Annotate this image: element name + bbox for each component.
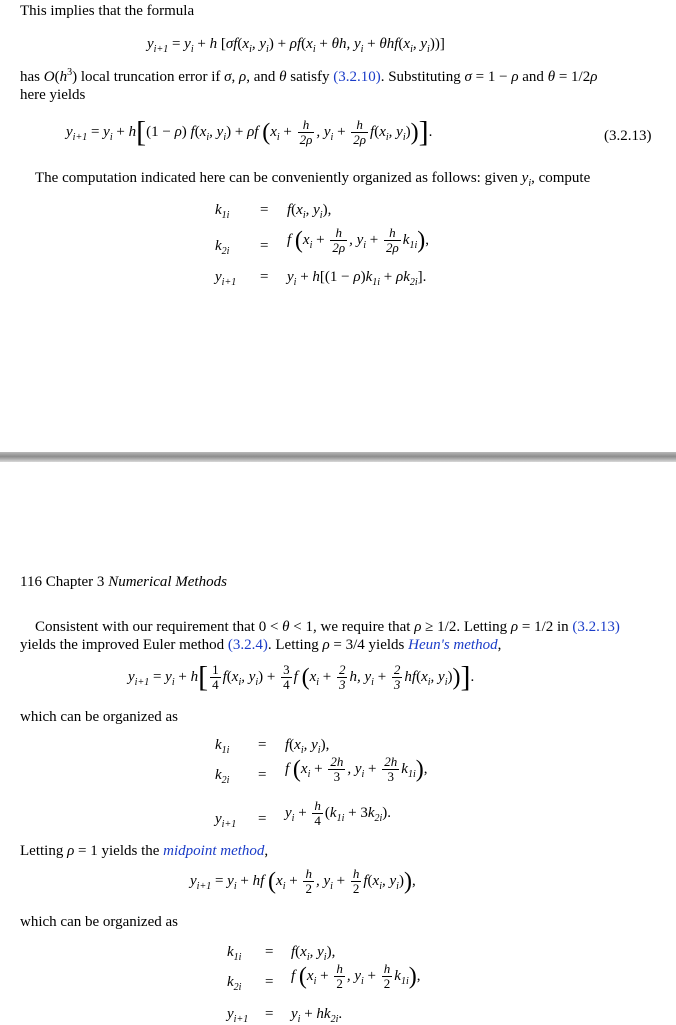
- p1d: = 1/2 in: [521, 619, 569, 635]
- page-header: [20, 573, 227, 591]
- and-word-2: and: [522, 69, 544, 85]
- ref-3-2-4[interactable]: (3.2.4): [227, 637, 268, 653]
- satisfy-word: satisfy: [290, 69, 330, 85]
- has-text: has: [20, 69, 40, 85]
- equation-general-formula: $y_{i+1} = y_i + h$ [$\sigma f(x_i$, $y_i) + \rho f(x_i + \theta h$, $y_i + \theta hf(x_i$, $y_i$))]: [147, 36, 445, 55]
- letting-text: Letting ρ = 1 yields the midpoint method,: [20, 843, 269, 859]
- truncation-text: has $O(h^3)$ local truncation error if σ, ρ, and θ satisfy (3.2.10). Substituting σ = 1 − ρ and θ = 1/2ρ: [20, 67, 598, 85]
- computation-text: The computation indicated here can be conveniently organized as follows: given $y_i$, compute: [35, 170, 591, 189]
- computation-phrase: The computation indicated here can be conveniently organized as follows: given: [35, 170, 518, 186]
- equation-number: (3.2.13): [604, 128, 652, 144]
- letting-word: Letting: [20, 843, 64, 859]
- letting-phrase: = 1 yields the: [78, 843, 160, 859]
- equation-heun: $y_{i+1} = y_i + h$[ $\frac{1}{4}$ $f(x_i$, $y_i$) + $\frac{3}{4}$ f ($x_i$ + $\frac{2}{3}$ h, $y_i$ + $\frac{2}{3}$ $hf(x_i$, $y_i$))].: [128, 660, 475, 694]
- top-page: This implies that the formula $y_{i+1} = y_i + h$ [$\sigma f(x_i$, $y_i) + \rho f(x_i + \theta h$, $y_i + \theta hf(x_i$, $y_i$))] has $O(h^3)$ local truncation error if σ, ρ, and θ satisfy (3.2.10). Substituting σ = 1 − ρ and θ = 1/2ρ here yields $y_{i+1} = y_i + h[(1 - \rho)$ $f(x_i$, $y_i) + \rho f$ ($x_i$ + $\frac{h}{2\rho}$ , $y_i$ + $\frac{h}{2\rho}$ $f(x_i$, $y_i$))]. (3.2.13) The computation indicated here can be conveniently organized as follows: given $y_i$, compute $k_{1i}$ = $f(x_i$, $y_i$), $k_{2i}$ = f ($x_i$ + $\frac{h}{2\rho}$ , $y_i$ + $\frac{h}{2\rho}$ $k_{1i}$), $y_{i+1}$ = $y_i + h[(1 - \rho)k_{1i} + \rho k_{2i}]$.: [20, 3, 652, 288]
- and-word: and: [253, 69, 276, 85]
- paragraph-line-2: yields the improved Euler method (3.2.4). Letting ρ = 3/4 yields Heun's method,: [20, 637, 502, 653]
- compute-word: , compute: [531, 170, 591, 186]
- equation-midpoint: $y_{i+1} = y_i$ + hf ($x_i$ + $\frac{h}{2}$ , $y_i$ + $\frac{h}{2}$ $f(x_i$, $y_i$)),: [190, 866, 416, 896]
- ref-3-2-13[interactable]: (3.2.13): [572, 619, 620, 635]
- p2b: . Letting: [267, 637, 319, 653]
- substituting-word: . Substituting: [380, 69, 461, 85]
- heuns-method-link[interactable]: Heun's method: [408, 637, 498, 653]
- paragraph-line-1: Consistent with our requirement that 0 < θ < 1, we require that ρ ≥ 1/2. Letting ρ = 1/2 in (3.2.13): [35, 619, 620, 635]
- p2c: = 3/4 yields: [333, 637, 405, 653]
- intro-text: This implies that the formula: [20, 3, 195, 19]
- p1c: ≥ 1/2. Letting: [425, 619, 508, 635]
- organized-text-2: which can be organized as: [20, 914, 178, 930]
- page-number-chapter: 116 Chapter 3: [20, 574, 105, 590]
- here-yields-text: here yields: [20, 87, 86, 103]
- p1b: < 1, we require that: [293, 619, 411, 635]
- truncation-phrase: local truncation error if: [80, 69, 221, 85]
- bottom-page: 116 Chapter 3 Numerical Methods Consistent with our requirement that 0 < θ < 1, we require that ρ ≥ 1/2. Letting ρ = 1/2 in (3.2.13) yields the improved Euler method (3.2.4). Letting ρ = 3/4 yields Heun's method, $y_{i+1} = y_i + h$[ $\frac{1}{4}$ $f(x_i$, $y_i$) + $\frac{3}{4}$ f ($x_i$ + $\frac{2}{3}$ h, $y_i$ + $\frac{2}{3}$ $hf(x_i$, $y_i$))]. which can be organized as $k_{1i}$ = $f(x_i$, $y_i$), $k_{2i}$ = f ($x_i$ + $\frac{2h}{3}$ , $y_i$ + $\frac{2h}{3}$ $k_{1i}$), $y_{i+1}$ = $y_i$ + $\frac{h}{4}$ $(k_{1i} + 3k_{2i})$. Letting ρ = 1 yields the midpoint method, $y_{i+1} = y_i$ + hf ($x_i$ + $\frac{h}{2}$ , $y_i$ + $\frac{h}{2}$ $f(x_i$, $y_i$)), which can be organized as $k_{1i}$ = $f(x_i$, $y_i$), $k_{2i}$ = f ($x_i$ + $\frac{h}{2}$ , $y_i$ + $\frac{h}{2}$ $k_{1i}$), $y_{i+1}$ = $y_i + hk_{2i}$.: [20, 574, 620, 1025]
- midpoint-method-link[interactable]: midpoint method: [163, 843, 265, 859]
- equation-3-2-13: $y_{i+1} = y_i + h[(1 - \rho)$ $f(x_i$, $y_i) + \rho f$ ($x_i$ + $\frac{h}{2\rho}$ , $y_i$ + $\frac{h}{2\rho}$ $f(x_i$, $y_i$))].: [66, 115, 433, 149]
- p2a: yields the improved Euler method: [20, 637, 225, 653]
- chapter-title: Numerical Methods: [108, 574, 227, 590]
- p1a: Consistent with our requirement that 0 <: [35, 619, 279, 635]
- organized-text-1: which can be organized as: [20, 709, 178, 725]
- ref-3-2-10[interactable]: (3.2.10): [333, 69, 381, 85]
